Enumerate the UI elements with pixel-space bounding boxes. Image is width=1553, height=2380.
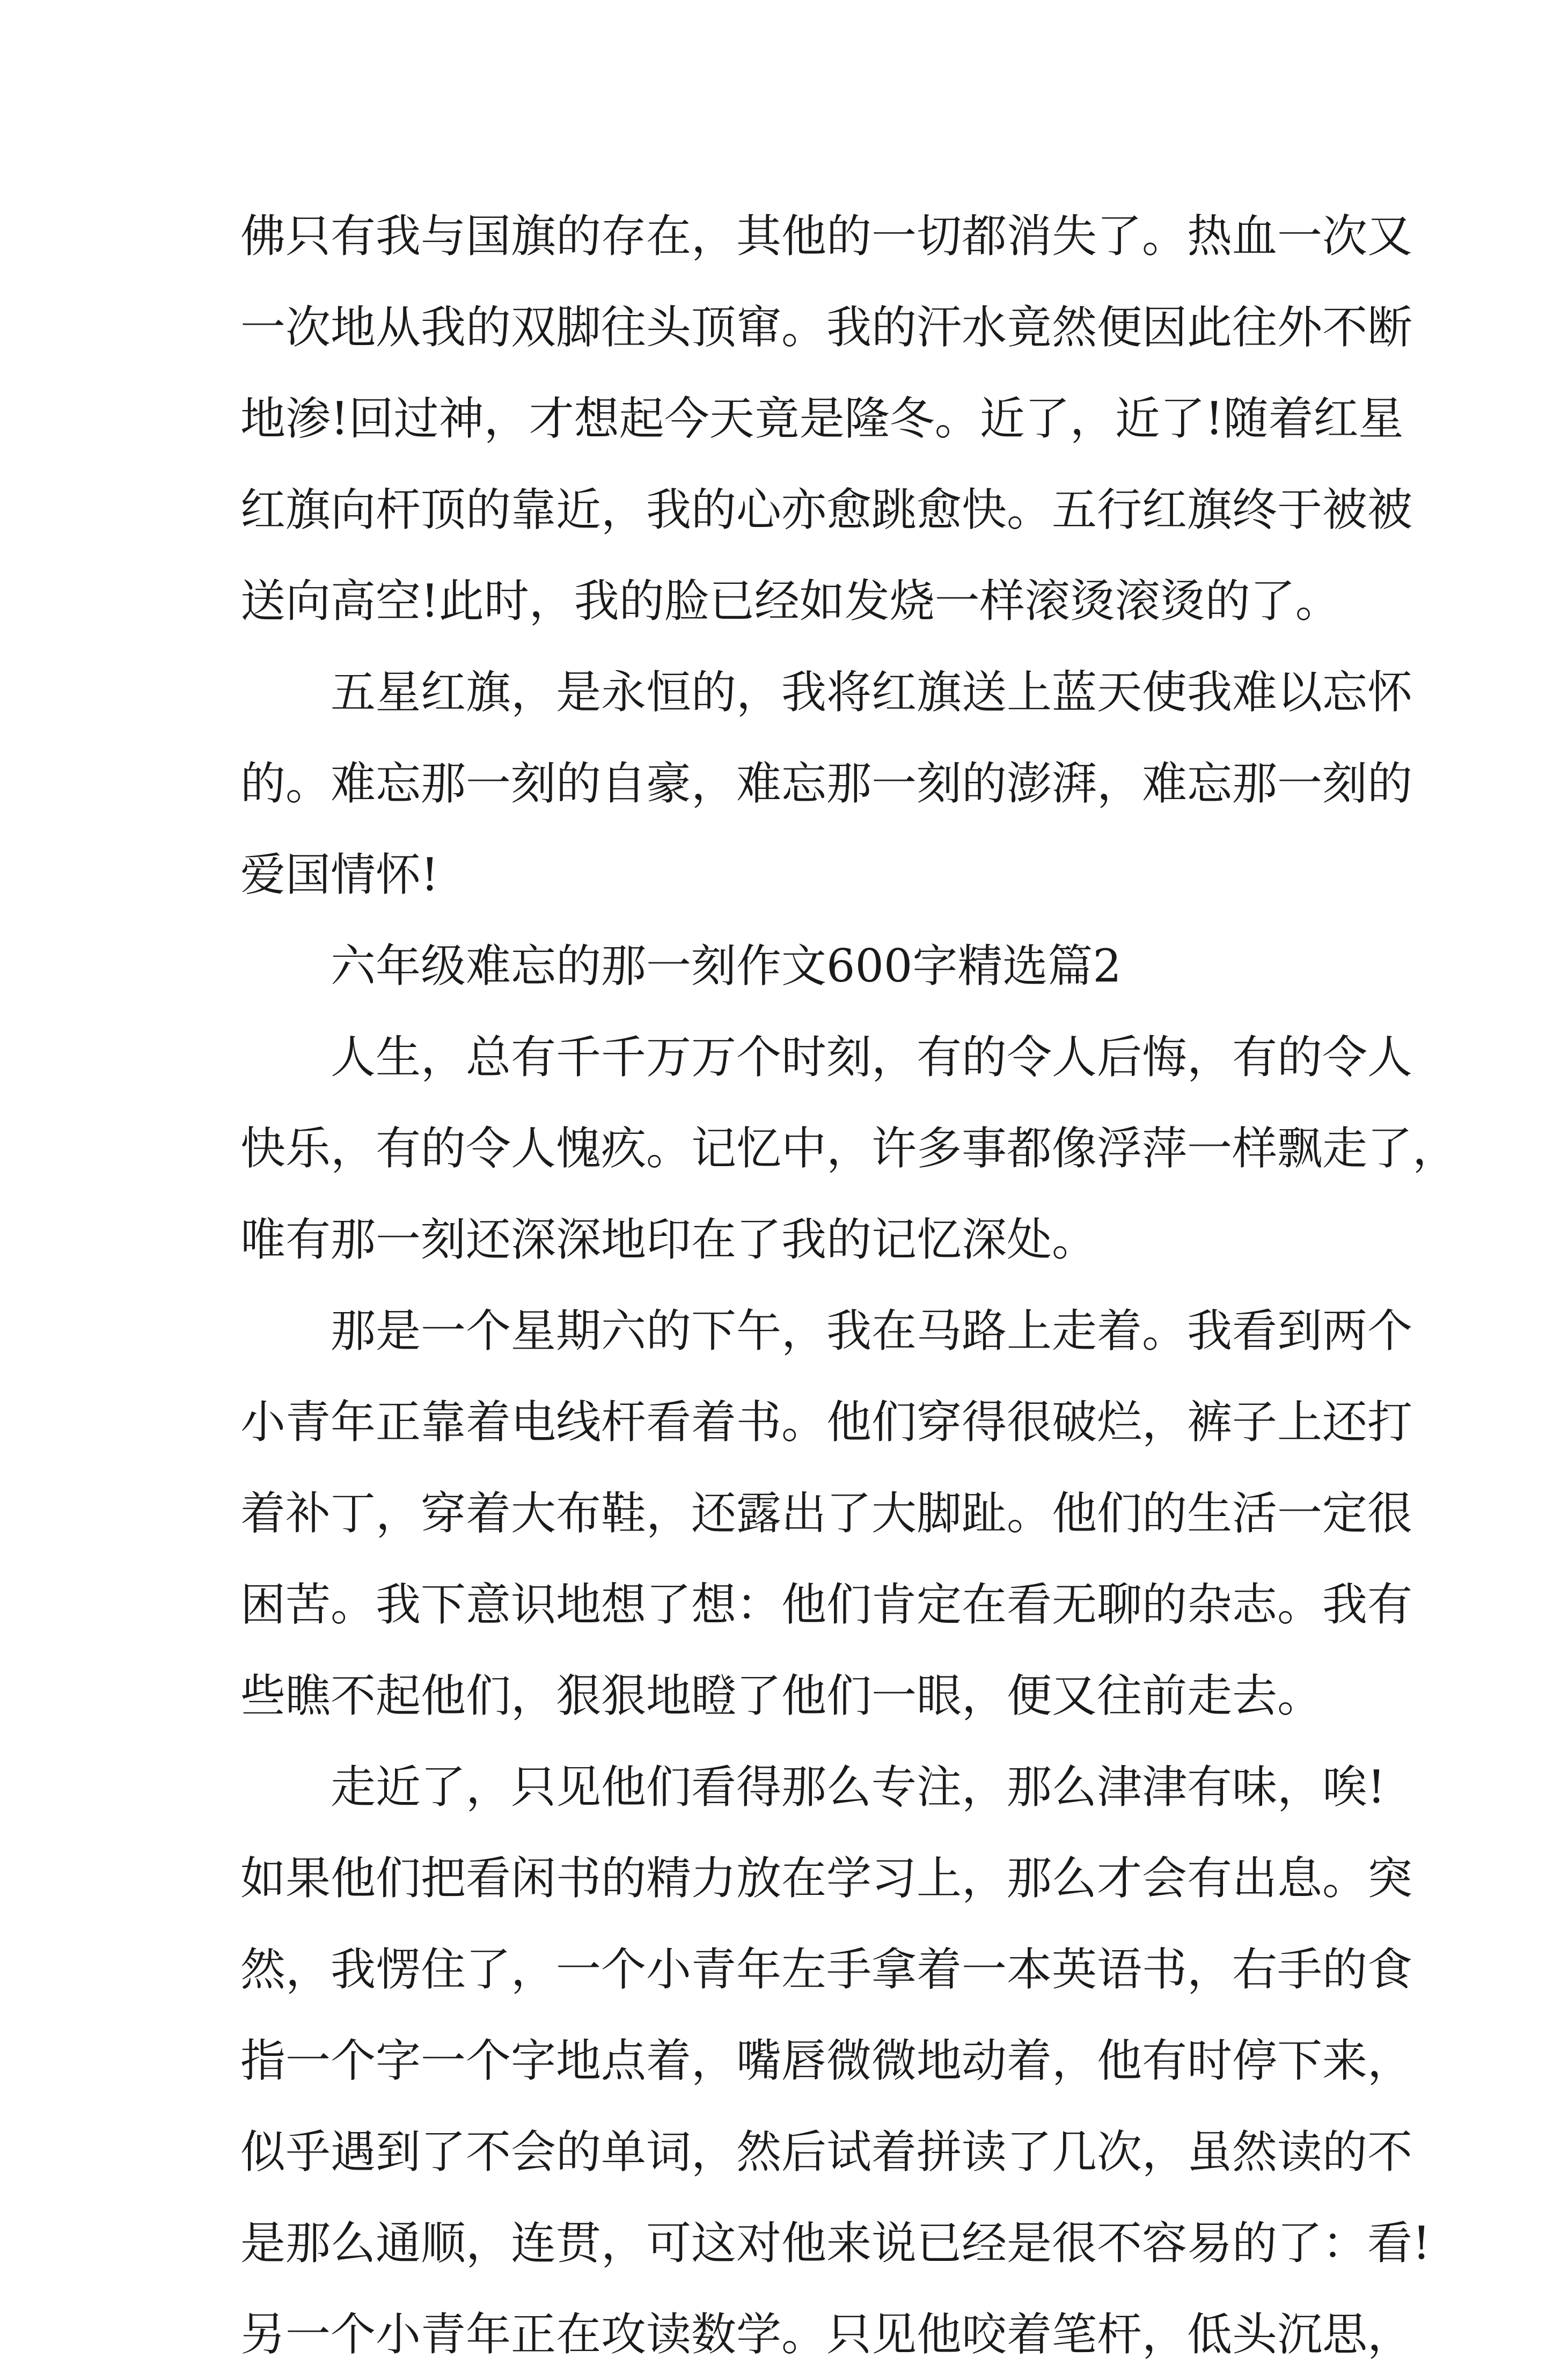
paragraph-start-line: 走近了，只见他们看得那么专注，那么津津有味，唉!	[331, 1761, 1386, 1813]
text-line: 着补丁，穿着大布鞋，还露出了大脚趾。他们的生活一定很	[240, 1487, 1413, 1540]
document-body	[240, 191, 1458, 2380]
text-line: 是那么通顺，连贯，可这对他来说已经是很不容易的了：看!	[240, 2217, 1431, 2269]
text-line: 些瞧不起他们，狠狠地瞪了他们一眼，便又往前走去。	[240, 1669, 1323, 1722]
section-heading: 六年级难忘的那一刻作文600字精选篇2	[331, 940, 1122, 992]
text-line: 另一个小青年正在攻读数学。只见他咬着笔杆，低头沉思，	[240, 2308, 1413, 2361]
paragraph-start-line: 人生，总有千千万万个时刻，有的令人后悔，有的令人	[331, 1031, 1413, 1083]
text-line: 送向高空!此时，我的脸已经如发烧一样滚烫滚烫的了。	[240, 575, 1340, 627]
text-line: 似乎遇到了不会的单词，然后试着拼读了几次，虽然读的不	[240, 2126, 1413, 2178]
text-line: 一次地从我的双脚往头顶窜。我的汗水竟然便因此往外不断	[240, 301, 1413, 354]
text-line: 爱国情怀!	[240, 848, 439, 901]
text-line: 地渗!回过神，才想起今天竟是隆冬。近了，近了!随着红星	[240, 392, 1404, 445]
text-line: 快乐，有的令人愧疚。记忆中，许多事都像浮萍一样飘走了，	[240, 1122, 1458, 1175]
text-line: 佛只有我与国旗的存在，其他的一切都消失了。热血一次又	[240, 210, 1413, 262]
text-line: 小青年正靠着电线杆看着书。他们穿得很破烂，裤子上还打	[240, 1396, 1413, 1448]
paragraph-start-line: 五星红旗，是永恒的，我将红旗送上蓝天使我难以忘怀	[331, 666, 1413, 719]
text-line: 红旗向杆顶的靠近，我的心亦愈跳愈快。五行红旗终于被被	[240, 484, 1413, 536]
text-line: 然，我愣住了，一个小青年左手拿着一本英语书，右手的食	[240, 1943, 1413, 1996]
text-line: 如果他们把看闲书的精力放在学习上，那么才会有出息。突	[240, 1852, 1413, 1905]
text-line: 困苦。我下意识地想了想：他们肯定在看无聊的杂志。我有	[240, 1578, 1413, 1631]
text-line: 的。难忘那一刻的自豪，难忘那一刻的澎湃，难忘那一刻的	[240, 757, 1413, 810]
text-line: 指一个字一个字地点着，嘴唇微微地动着，他有时停下来，	[240, 2034, 1413, 2087]
paragraph-start-line: 那是一个星期六的下午，我在马路上走着。我看到两个	[331, 1305, 1413, 1357]
text-line: 唯有那一刻还深深地印在了我的记忆深处。	[240, 1213, 1097, 1266]
